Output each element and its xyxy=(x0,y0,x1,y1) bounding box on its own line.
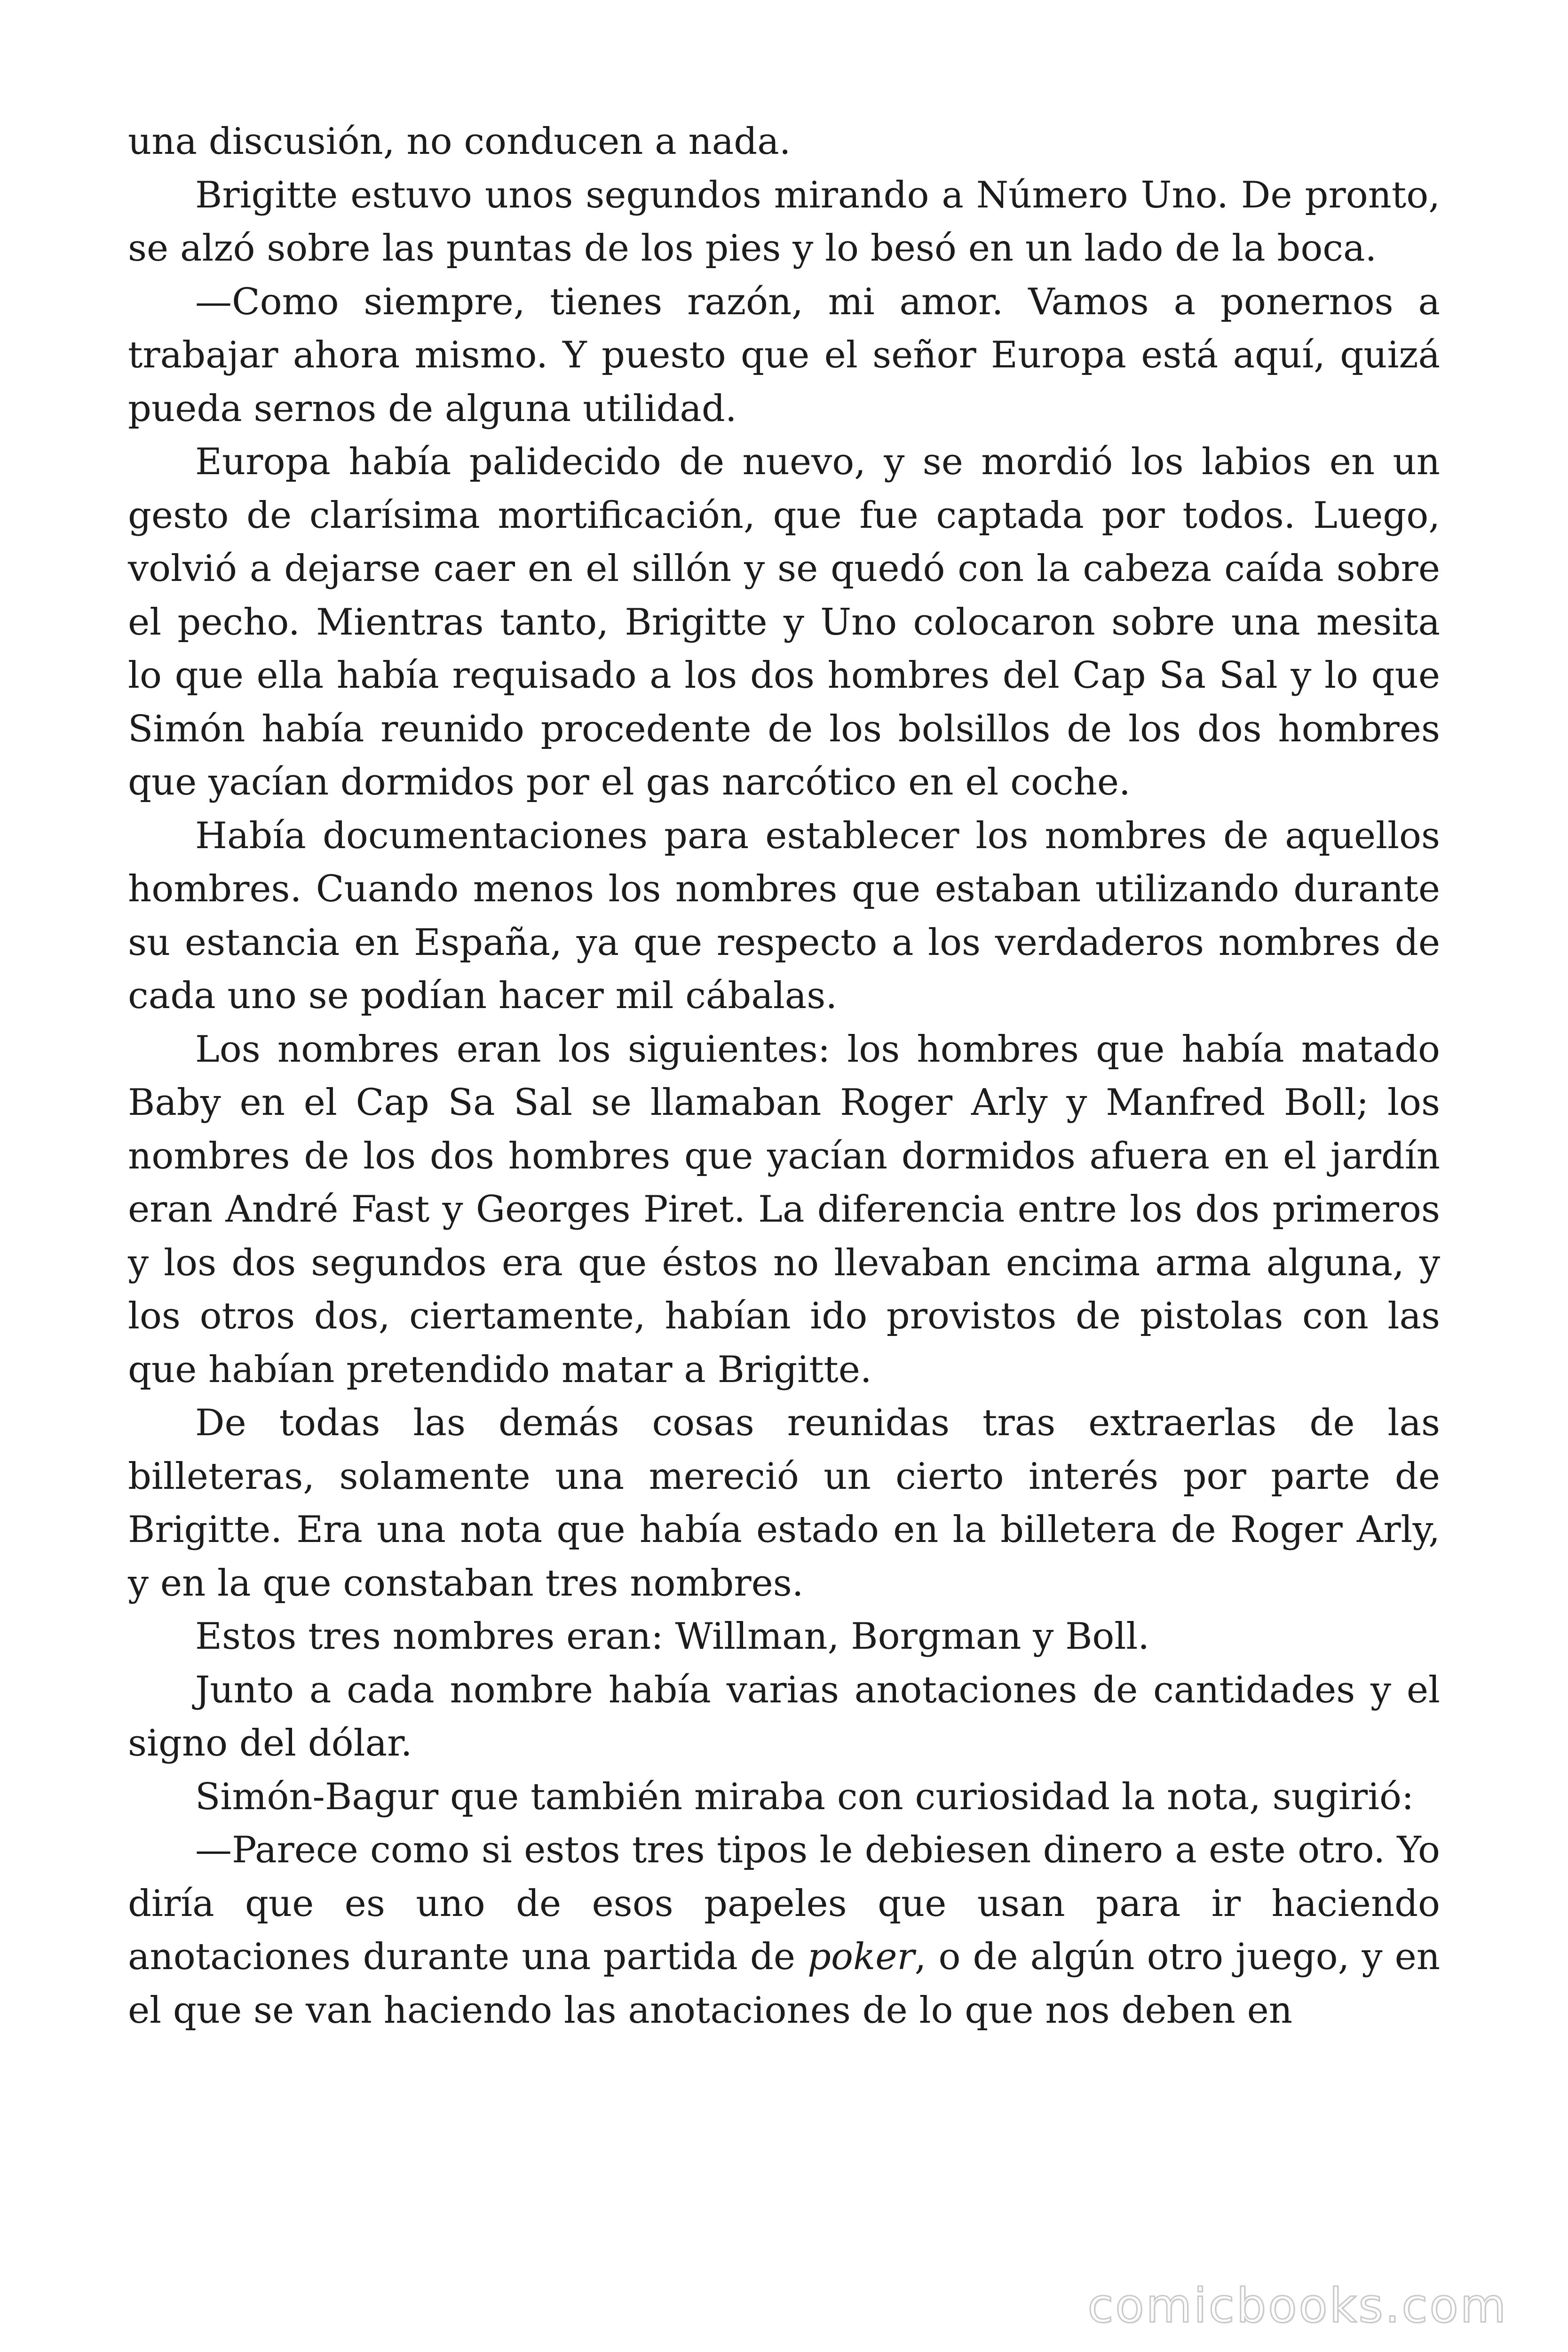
paragraph: Había documentaciones para establecer los nombres de aquellos hombres. Cuando menos los nombres que estaban utilizando durante su estancia en España, ya que respecto a los verdaderos nombres de cada uno se podían hacer mil cábalas. xyxy=(128,814,1440,1017)
paragraph: Los nombres eran los siguientes: los hombres que había matado Baby en el Cap Sa Sal se llamaban Roger Arly y Manfred Boll; los nombres de los dos hombres que yacían dormidos afuera en el jardín eran André Fast y Georges Piret. La diferencia entre los dos primeros y los dos segundos era que éstos no llevaban encima arma alguna, y los otros dos, ciertamente, habían ido provistos de pistolas con las que habían pretendido matar a Brigitte. xyxy=(128,1028,1440,1391)
text-run: —Parece como si estos tres tipos le debiesen dinero a este otro. Yo diría que es uno de esos papeles que usan para ir haciendo anotaciones durante una partida de xyxy=(128,1829,1440,1978)
paragraph: Brigitte estuvo unos segundos mirando a Número Uno. De pronto, se alzó sobre las puntas de los pies y lo besó en un lado de la boca. xyxy=(128,174,1440,270)
paragraph: Simón-Bagur que también miraba con curiosidad la nota, sugirió: xyxy=(195,1775,1414,1818)
text-run: , o de algún otro juego, y en el que se van haciendo las anotaciones de lo que nos deben en xyxy=(128,1936,1441,2032)
watermark-logo: comicbooks.com xyxy=(1087,2278,1508,2333)
paragraph: Europa había palidecido de nuevo, y se mordió los labios en un gesto de clarísima mortificación, que fue captada por todos. Luego, volvió a dejarse caer en el sillón y se quedó con la cabeza caída sobre el pecho. Mientras tanto, Brigitte y Uno colocaron sobre una mesita lo que ella había requisado a los dos hombres del Cap Sa Sal y lo que Simón había reunido procedente de los bolsillos de los dos hombres que yacían dormidos por el gas narcótico en el coche. xyxy=(128,441,1440,803)
paragraph-last xyxy=(128,1824,1440,2037)
paragraph: una discusión, no conducen a nada. xyxy=(128,120,791,163)
italic-term: poker xyxy=(808,1936,915,1978)
paragraph: Junto a cada nombre había varias anotaciones de cantidades y el signo del dólar. xyxy=(128,1669,1440,1764)
paragraph: —Como siempre, tienes razón, mi amor. Vamos a ponernos a trabajar ahora mismo. Y puesto que el señor Europa está aquí, quizá pueda sernos de alguna utilidad. xyxy=(128,280,1440,430)
paragraph: Estos tres nombres eran: Willman, Borgman y Boll. xyxy=(195,1615,1150,1658)
page-body xyxy=(128,115,1440,2037)
paragraph: De todas las demás cosas reunidas tras extraerlas de las billeteras, solamente una mereció un cierto interés por parte de Brigitte. Era una nota que había estado en la billetera de Roger Arly, y en la que constaban tres nombres. xyxy=(128,1402,1440,1605)
